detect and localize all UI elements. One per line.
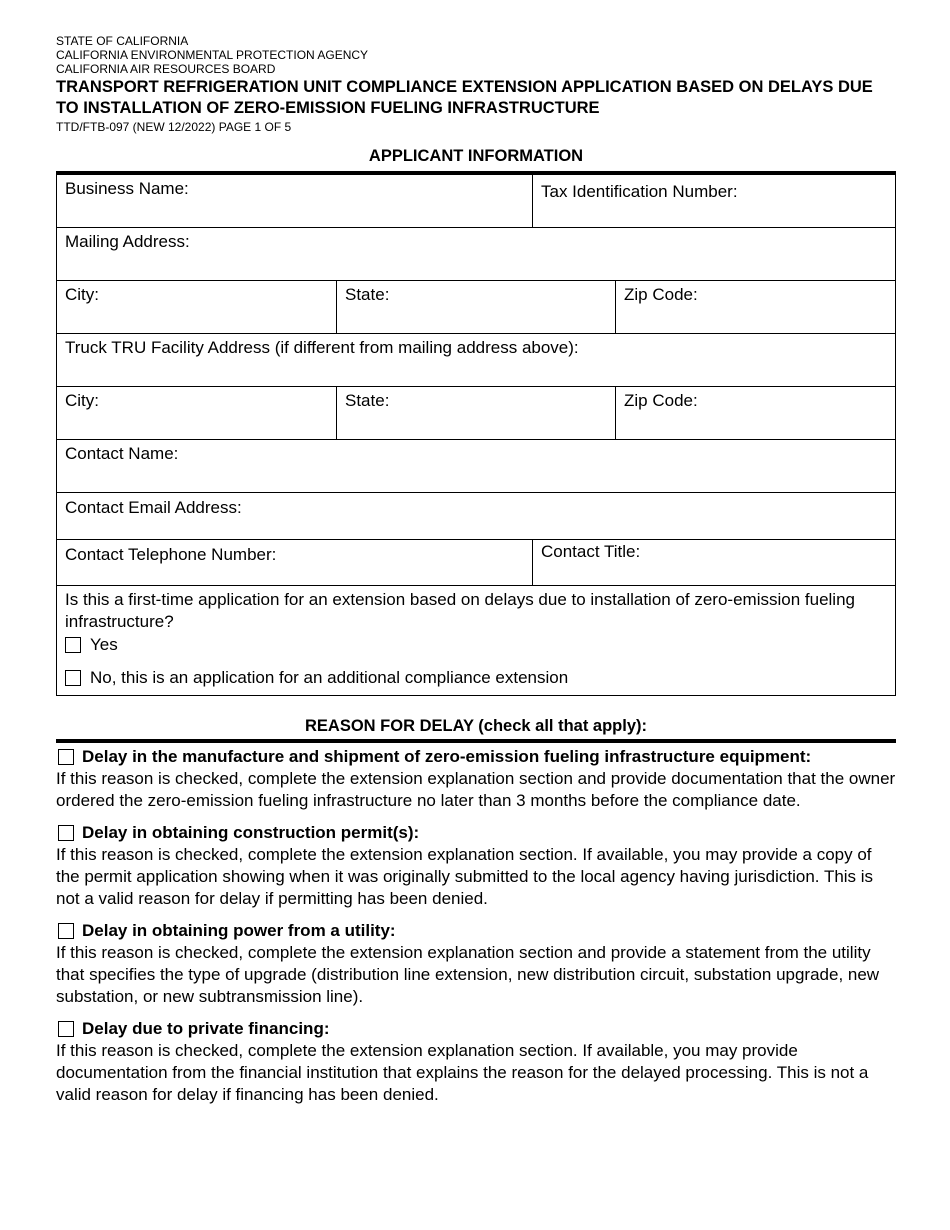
contact-title-field[interactable] <box>532 540 895 585</box>
reason-utility-checkbox[interactable] <box>58 923 74 939</box>
city-label: City: <box>65 391 99 410</box>
business-name-label: Business Name: <box>65 179 189 198</box>
reason-permit-title: Delay in obtaining construction permit(s): <box>82 823 420 842</box>
reason-utility-text: If this reason is checked, complete the extension explanation section and provide a statement from the utility that specifies the type of upgrade (distribution line extension, new distribution circuit, substation upgrade, new substation, or new subtransmission line). <box>56 943 880 1006</box>
row-facility-address <box>57 333 895 386</box>
section-rule <box>56 739 896 743</box>
reason-manufacture-text: If this reason is checked, complete the extension explanation section and provide documentation that the owner ordered the zero-emission fueling infrastructure no later than 3 months before the compliance date. <box>56 769 896 810</box>
option-no[interactable] <box>65 667 887 689</box>
reason-utility-title: Delay in obtaining power from a utility: <box>82 921 396 940</box>
agency-line-calepa: CALIFORNIA ENVIRONMENTAL PROTECTION AGENCY <box>56 48 369 62</box>
business-name-field[interactable] <box>57 175 532 227</box>
no-label: No, this is an application for an additional compliance extension <box>90 668 569 687</box>
row-contact-phone-title <box>57 539 895 585</box>
agency-line-state: STATE OF CALIFORNIA <box>56 34 189 48</box>
form-title: TRANSPORT REFRIGERATION UNIT COMPLIANCE EXTENSION APPLICATION BASED ON DELAYS DUE TO INSTALLATION OF ZERO-EMISSION FUELING INFRASTRUCTURE <box>56 78 873 117</box>
first-time-question-text: Is this a first-time application for an extension based on delays due to installation of zero-emission fueling infrastructure? <box>65 590 855 631</box>
reason-for-delay-heading: REASON FOR DELAY (check all that apply): <box>305 717 647 735</box>
state-label: State: <box>345 285 390 304</box>
agency-header <box>56 34 896 76</box>
contact-email-label: Contact Email Address: <box>65 498 242 517</box>
mailing-zip-field[interactable] <box>615 281 895 333</box>
form-page <box>56 34 896 1106</box>
reason-financing-title: Delay due to private financing: <box>82 1019 330 1038</box>
tax-id-label: Tax Identification Number: <box>541 182 738 201</box>
row-business <box>57 175 895 227</box>
reason-private-financing <box>56 1018 896 1106</box>
reason-title-row <box>56 822 896 844</box>
row-contact-name <box>57 439 895 492</box>
row-first-time-question <box>57 585 895 695</box>
reason-manufacture-shipment <box>56 746 896 812</box>
applicant-information-table <box>56 175 896 696</box>
zip-label: Zip Code: <box>624 285 698 304</box>
mailing-address-field[interactable] <box>57 228 895 280</box>
reason-list <box>56 746 896 1106</box>
yes-label: Yes <box>90 635 118 654</box>
facility-zip-field[interactable] <box>615 387 895 439</box>
contact-phone-label: Contact Telephone Number: <box>65 545 277 564</box>
city-label: City: <box>65 285 99 304</box>
yes-checkbox[interactable] <box>65 637 81 653</box>
mailing-state-field[interactable] <box>336 281 615 333</box>
mailing-address-label: Mailing Address: <box>65 232 190 251</box>
reason-permit-text: If this reason is checked, complete the extension explanation section. If available, you may provide a copy of the permit application showing when it was originally submitted to the local agency having jurisdiction. This is not a valid reason for delay if permitting has been denied. <box>56 845 874 908</box>
reason-construction-permit <box>56 822 896 910</box>
facility-state-field[interactable] <box>336 387 615 439</box>
reason-financing-text: If this reason is checked, complete the extension explanation section. If available, you may provide documentation from the financial institution that explains the reason for the delayed processing. This is not a valid reason for delay if financing has been denied. <box>56 1041 869 1104</box>
row-mailing-address <box>57 227 895 280</box>
state-label: State: <box>345 391 390 410</box>
row-facility-city-state-zip <box>57 386 895 439</box>
first-time-question-cell <box>57 586 895 695</box>
reason-permit-checkbox[interactable] <box>58 825 74 841</box>
reason-utility-power <box>56 920 896 1008</box>
reason-title-row <box>56 746 896 768</box>
contact-phone-field[interactable] <box>57 540 532 585</box>
row-contact-email <box>57 492 895 539</box>
contact-name-label: Contact Name: <box>65 444 179 463</box>
option-yes[interactable] <box>65 634 887 656</box>
contact-title-label: Contact Title: <box>541 542 641 561</box>
form-number: TTD/FTB-097 (NEW 12/2022) PAGE 1 OF 5 <box>56 120 292 134</box>
row-mailing-city-state-zip <box>57 280 895 333</box>
reason-financing-checkbox[interactable] <box>58 1021 74 1037</box>
no-checkbox[interactable] <box>65 670 81 686</box>
contact-email-field[interactable] <box>57 493 895 539</box>
tax-id-field[interactable] <box>532 175 895 227</box>
facility-address-label: Truck TRU Facility Address (if different from mailing address above): <box>65 338 579 357</box>
zip-label: Zip Code: <box>624 391 698 410</box>
facility-city-field[interactable] <box>57 387 336 439</box>
applicant-information-heading: APPLICANT INFORMATION <box>368 147 584 165</box>
reason-manufacture-checkbox[interactable] <box>58 749 74 765</box>
reason-title-row <box>56 1018 896 1040</box>
reason-manufacture-title: Delay in the manufacture and shipment of zero-emission fueling infrastructure equipment: <box>82 747 812 766</box>
contact-name-field[interactable] <box>57 440 895 492</box>
facility-address-field[interactable] <box>57 334 895 386</box>
mailing-city-field[interactable] <box>57 281 336 333</box>
agency-line-carb: CALIFORNIA AIR RESOURCES BOARD <box>56 62 276 76</box>
reason-title-row <box>56 920 896 942</box>
